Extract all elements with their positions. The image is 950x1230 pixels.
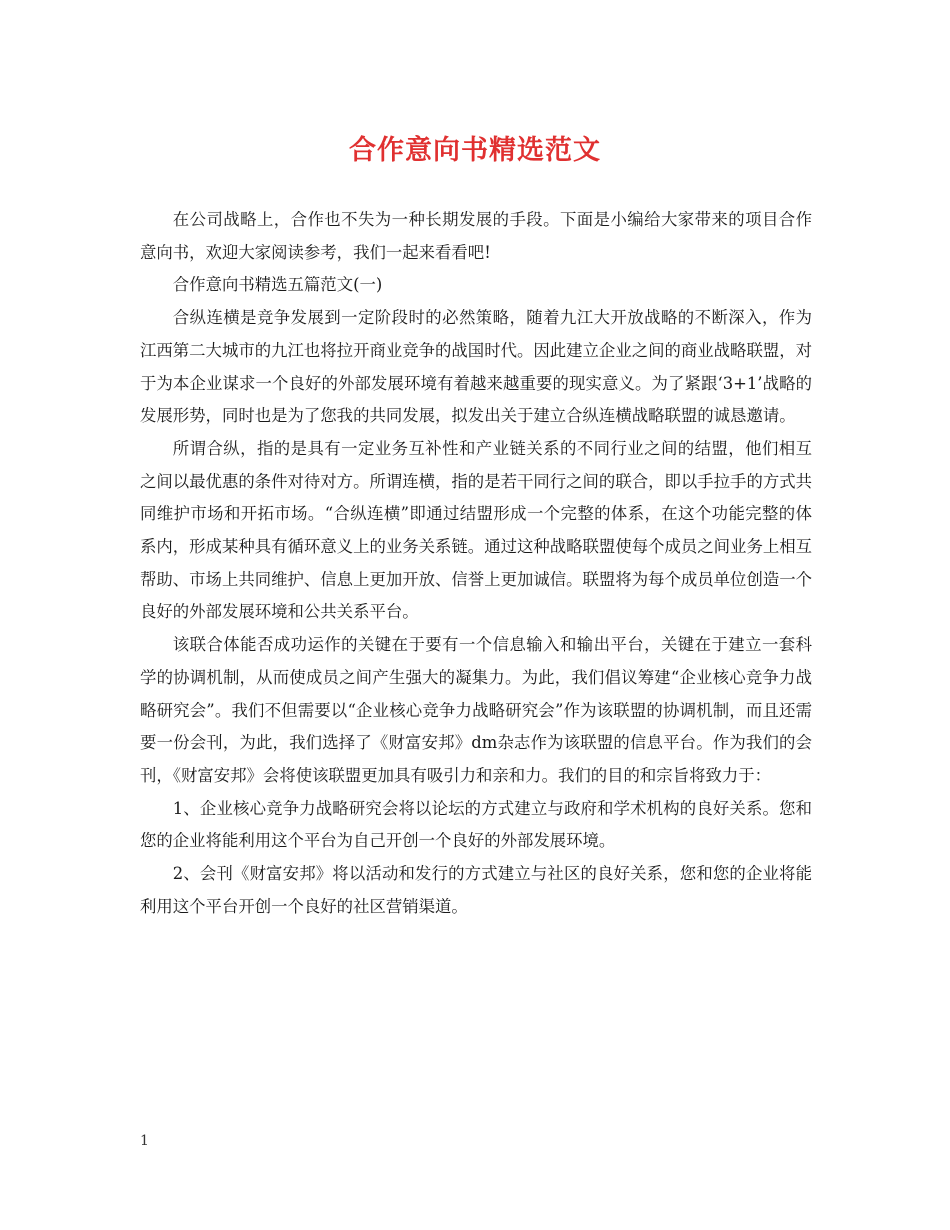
paragraph-goal-1: 1、企业核心竞争力战略研究会将以论坛的方式建立与政府和学术机构的良好关系。您和您的企业将能利用这个平台为自己开创一个良好的外部发展环境。 [140,798,812,851]
document-title: 合作意向书精选范文 [349,135,601,166]
document-body [140,204,812,923]
paragraph-intro: 在公司战略上，合作也不失为一种长期发展的手段。下面是小编给大家带来的项目合作意向书，欢迎大家阅读参考，我们一起来看看吧! [140,210,812,262]
paragraph-alliance-definition: 所谓合纵，指的是具有一定业务互补性和产业链关系的不同行业之间的结盟，他们相互之间以最优惠的条件对待对方。所谓连横，指的是若干同行之间的联合，即以手拉手的方式共同维护市场和开拓市场。“合纵连横”即通过结盟形成一个完整的体系，在这个功能完整的体系内，形成某种具有循环意义上的业务关系链。通过这种战略联盟使每个成员之间业务上相互帮助、市场上共同维护、信息上更加开放、信誉上更加诚信。联盟将为每个成员单位创造一个良好的外部发展环境和公共关系平台。 [140,438,813,622]
paragraph-alliance-strategy: 合纵连横是竞争发展到一定阶段时的必然策略，随着九江大开放战略的不断深入，作为江西第二大城市的九江也将拉开商业竞争的战国时代。因此建立企业之间的商业战略联盟，对于为本企业谋求一个良好的外部发展环境有着越来越重要的现实意义。为了紧跟‘3+1’战略的发展形势，同时也是为了您我的共同发展，拟发出关于建立合纵连横战略联盟的诚恳邀请。 [140,308,813,426]
paragraph-section-heading: 合作意向书精选五篇范文(一) [172,275,383,295]
paragraph-goal-2: 2、会刊《财富安邦》将以活动和发行的方式建立与社区的良好关系，您和您的企业将能利用这个平台开创一个良好的社区营销渠道。 [140,864,812,916]
paragraph-coordination-platform: 该联合体能否成功运作的关键在于要有一个信息输入和输出平台，关键在于建立一套科学的协调机制，从而使成员之间产生强大的凝集力。为此，我们倡议筹建“企业核心竞争力战略研究会”。我们不但需要以“企业核心竞争力战略研究会”作为该联盟的协调机制，而且还需要一份会刊，为此，我们选择了《财富安邦》dm杂志作为该联盟的信息平台。作为我们的会刊，《财富安邦》会将使该联盟更加具有吸引力和亲和力。我们的目的和宗旨将致力于： [140,635,812,785]
page-number: 1 [140,1133,149,1149]
